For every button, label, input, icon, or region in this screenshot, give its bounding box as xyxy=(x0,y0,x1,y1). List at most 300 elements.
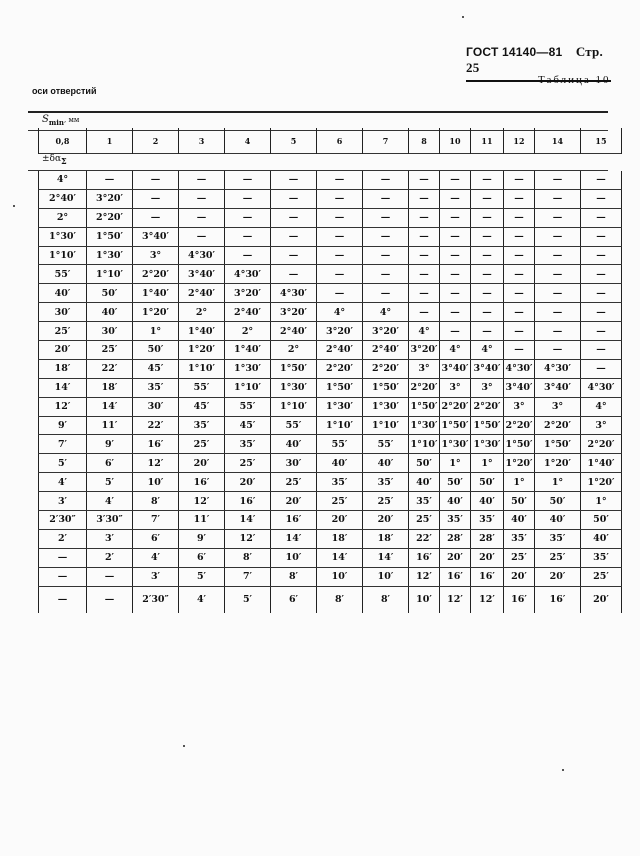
table-cell: 3°20′ xyxy=(87,189,133,208)
table-cell: 20′ xyxy=(317,511,363,530)
table-cell: 1°10′ xyxy=(271,397,317,416)
table-cell: 4°30′ xyxy=(535,359,581,378)
table-cell: 20′ xyxy=(271,492,317,511)
table-cell: — xyxy=(440,208,471,227)
table-cell: 7′ xyxy=(133,511,179,530)
table-cell: 40′ xyxy=(363,454,409,473)
column-header-table xyxy=(38,128,622,154)
table-cell: 1°50′ xyxy=(271,359,317,378)
table-cell: 1° xyxy=(535,473,581,492)
table-cell: 4′ xyxy=(39,473,87,492)
table-cell: 3° xyxy=(535,397,581,416)
table-cell: 50′ xyxy=(581,511,622,530)
table-cell: 1° xyxy=(504,473,535,492)
table-cell: 25′ xyxy=(581,567,622,586)
table-cell: — xyxy=(225,189,271,208)
table-cell: 6′ xyxy=(133,529,179,548)
table-cell: 40′ xyxy=(535,511,581,530)
table-cell: 5′ xyxy=(179,567,225,586)
table-cell: 9′ xyxy=(39,416,87,435)
table-cell: 4° xyxy=(39,171,87,189)
table-cell: 4° xyxy=(440,341,471,360)
table-cell: 20′ xyxy=(440,548,471,567)
table-cell: — xyxy=(225,227,271,246)
table-cell: — xyxy=(440,246,471,265)
standard-number: ГОСТ 14140—81 xyxy=(466,45,563,59)
table-cell: 1°50′ xyxy=(440,416,471,435)
table-cell: 2°20′ xyxy=(317,359,363,378)
table-cell: 3°40′ xyxy=(504,378,535,397)
table-cell: 12′ xyxy=(440,586,471,613)
table-cell: 40′ xyxy=(581,529,622,548)
table-cell: 16′ xyxy=(179,473,225,492)
table-cell: 14′ xyxy=(363,548,409,567)
table-cell: 2°20′ xyxy=(471,397,504,416)
table-cell: — xyxy=(471,208,504,227)
scan-speck xyxy=(183,745,185,747)
table-cell: 1°20′ xyxy=(504,454,535,473)
table-cell: — xyxy=(363,208,409,227)
table-cell: 35′ xyxy=(504,529,535,548)
table-cell: 12′ xyxy=(179,492,225,511)
table-cell: 3° xyxy=(440,378,471,397)
table-cell: 9′ xyxy=(179,529,225,548)
table-cell: 50′ xyxy=(133,341,179,360)
table-cell: — xyxy=(535,284,581,303)
table-cell: — xyxy=(317,246,363,265)
table-cell: 25′ xyxy=(409,511,440,530)
table-cell: 3′30″ xyxy=(87,511,133,530)
table-cell: — xyxy=(535,246,581,265)
table-cell: 40′ xyxy=(409,473,440,492)
table-cell: — xyxy=(581,208,622,227)
table-cell: — xyxy=(535,208,581,227)
table-cell: 35′ xyxy=(317,473,363,492)
table-cell: — xyxy=(271,171,317,189)
table-cell: 2′30″ xyxy=(39,511,87,530)
table-cell: 40′ xyxy=(504,511,535,530)
scan-speck xyxy=(462,16,464,18)
table-cell: 5′ xyxy=(225,586,271,613)
table-cell: 20′ xyxy=(39,341,87,360)
table-row xyxy=(39,189,622,208)
smin-label: $S_{min}$, мм xyxy=(42,114,80,127)
table-cell: 1°10′ xyxy=(87,265,133,284)
table-row xyxy=(39,397,622,416)
table-cell: 35′ xyxy=(471,511,504,530)
table-cell: — xyxy=(581,246,622,265)
table-cell: 8′ xyxy=(271,567,317,586)
table-cell: 8′ xyxy=(133,492,179,511)
table-row xyxy=(39,586,622,613)
table-cell: 3°20′ xyxy=(225,284,271,303)
table-cell: 11′ xyxy=(179,511,225,530)
table-row xyxy=(39,171,622,189)
table-row xyxy=(39,208,622,227)
table-cell: 1°50′ xyxy=(363,378,409,397)
table-cell: — xyxy=(440,171,471,189)
column-header-cell: 12 xyxy=(504,128,535,154)
column-header-cell: 15 xyxy=(581,128,622,154)
table-cell: — xyxy=(179,208,225,227)
table-cell: — xyxy=(535,227,581,246)
table-cell: 18′ xyxy=(87,378,133,397)
column-header-cell: 2 xyxy=(133,128,179,154)
table-cell: 8′ xyxy=(317,586,363,613)
table-cell: — xyxy=(317,265,363,284)
table-row xyxy=(39,284,622,303)
table-cell: 16′ xyxy=(440,567,471,586)
table-cell: — xyxy=(363,284,409,303)
column-header-row xyxy=(39,128,622,154)
table-cell: 2°40′ xyxy=(363,341,409,360)
table-cell: — xyxy=(179,171,225,189)
table-cell: — xyxy=(440,284,471,303)
table-cell: 35′ xyxy=(225,435,271,454)
column-header-cell: 4 xyxy=(225,128,271,154)
table-cell: — xyxy=(471,322,504,341)
table-cell: — xyxy=(504,246,535,265)
table-cell: — xyxy=(317,284,363,303)
table-cell: 20′ xyxy=(535,567,581,586)
table-row xyxy=(39,511,622,530)
page-number: Стр. 25 xyxy=(466,44,603,75)
table-cell: 18′ xyxy=(39,359,87,378)
table-cell: — xyxy=(317,227,363,246)
table-cell: 1°50′ xyxy=(409,397,440,416)
table-cell: 35′ xyxy=(363,473,409,492)
table-cell: 50′ xyxy=(440,473,471,492)
table-cell: — xyxy=(535,171,581,189)
table-cell: 55′ xyxy=(179,378,225,397)
table-cell: — xyxy=(409,189,440,208)
table-cell: 1°50′ xyxy=(471,416,504,435)
table-cell: — xyxy=(535,265,581,284)
table-cell: — xyxy=(87,171,133,189)
table-cell: 22′ xyxy=(87,359,133,378)
table-cell: — xyxy=(409,227,440,246)
table-cell: — xyxy=(581,265,622,284)
table-cell: 1°30′ xyxy=(87,246,133,265)
section-title: оси отверстий xyxy=(32,86,97,96)
table-cell: 4′ xyxy=(133,548,179,567)
table-cell: 4′ xyxy=(87,492,133,511)
table-cell: 1°40′ xyxy=(179,322,225,341)
table-cell: 3′ xyxy=(133,567,179,586)
table-cell: 1° xyxy=(471,454,504,473)
table-cell: — xyxy=(504,265,535,284)
table-cell: 4°30′ xyxy=(271,284,317,303)
table-cell: — xyxy=(409,284,440,303)
table-cell: 4° xyxy=(317,303,363,322)
column-header-cell: 1 xyxy=(87,128,133,154)
table-cell: 45′ xyxy=(179,397,225,416)
table-cell: 25′ xyxy=(317,492,363,511)
table-cell: 1°20′ xyxy=(133,303,179,322)
table-cell: 50′ xyxy=(471,473,504,492)
table-cell: — xyxy=(317,208,363,227)
table-cell: 16′ xyxy=(133,435,179,454)
table-cell: 20′ xyxy=(581,586,622,613)
table-cell: — xyxy=(581,284,622,303)
table-cell: — xyxy=(179,227,225,246)
table-cell: — xyxy=(271,189,317,208)
table-cell: 2°40′ xyxy=(39,189,87,208)
table-cell: 6′ xyxy=(271,586,317,613)
table-cell: — xyxy=(504,322,535,341)
table-cell: 2°40′ xyxy=(179,284,225,303)
table-cell: — xyxy=(504,189,535,208)
tolerance-table xyxy=(38,171,622,613)
table-cell: 50′ xyxy=(504,492,535,511)
table-cell: 55′ xyxy=(225,397,271,416)
table-cell: — xyxy=(271,265,317,284)
column-header-cell: 10 xyxy=(440,128,471,154)
table-row xyxy=(39,341,622,360)
table-cell: 4°30′ xyxy=(225,265,271,284)
table-label: Таблица 10 xyxy=(538,74,611,86)
table-cell: 18′ xyxy=(363,529,409,548)
table-cell: 12′ xyxy=(471,586,504,613)
table-row xyxy=(39,246,622,265)
table-cell: — xyxy=(225,246,271,265)
table-cell: 20′ xyxy=(504,567,535,586)
table-cell: 20′ xyxy=(225,473,271,492)
table-cell: 2°20′ xyxy=(504,416,535,435)
table-cell: 1°30′ xyxy=(225,359,271,378)
table-cell: — xyxy=(535,341,581,360)
column-header-cell: 5 xyxy=(271,128,317,154)
table-cell: 2°40′ xyxy=(225,303,271,322)
table-cell: 16′ xyxy=(409,548,440,567)
table-row xyxy=(39,492,622,511)
table-cell: 4′ xyxy=(179,586,225,613)
table-cell: 12′ xyxy=(133,454,179,473)
table-cell: 55′ xyxy=(363,435,409,454)
table-cell: 2° xyxy=(179,303,225,322)
table-cell: 25′ xyxy=(39,322,87,341)
table-cell: 3′ xyxy=(39,492,87,511)
table-cell: 25′ xyxy=(87,341,133,360)
table-cell: 3° xyxy=(409,359,440,378)
table-cell: 3°20′ xyxy=(271,303,317,322)
table-cell: — xyxy=(471,171,504,189)
table-cell: — xyxy=(179,189,225,208)
table-cell: — xyxy=(471,265,504,284)
table-cell: — xyxy=(409,246,440,265)
table-cell: — xyxy=(535,322,581,341)
table-cell: 1°10′ xyxy=(225,378,271,397)
table-cell: 22′ xyxy=(409,529,440,548)
table-cell: — xyxy=(581,227,622,246)
table-cell: 3°20′ xyxy=(363,322,409,341)
alpha-header-row xyxy=(28,154,608,171)
table-cell: 7′ xyxy=(225,567,271,586)
table-cell: 25′ xyxy=(363,492,409,511)
table-cell: 18′ xyxy=(317,529,363,548)
table-cell: 14′ xyxy=(271,529,317,548)
table-cell: 1°30′ xyxy=(271,378,317,397)
table-cell: 35′ xyxy=(133,378,179,397)
table-cell: 1° xyxy=(133,322,179,341)
scan-speck xyxy=(562,769,564,771)
table-cell: 4° xyxy=(363,303,409,322)
table-cell: 2° xyxy=(271,341,317,360)
table-cell: — xyxy=(271,246,317,265)
table-cell: 1°40′ xyxy=(225,341,271,360)
table-cell: — xyxy=(504,341,535,360)
table-cell: 1°10′ xyxy=(409,435,440,454)
table-row xyxy=(39,303,622,322)
table-cell: 22′ xyxy=(133,416,179,435)
table-cell: 40′ xyxy=(39,284,87,303)
table-cell: 9′ xyxy=(87,435,133,454)
table-cell: 3° xyxy=(133,246,179,265)
table-cell: 3°40′ xyxy=(133,227,179,246)
table-cell: 25′ xyxy=(179,435,225,454)
table-cell: 2° xyxy=(225,322,271,341)
table-cell: — xyxy=(317,171,363,189)
table-cell: 2°20′ xyxy=(133,265,179,284)
table-cell: 14′ xyxy=(39,378,87,397)
table-cell: 55′ xyxy=(317,435,363,454)
table-row xyxy=(39,567,622,586)
table-cell: — xyxy=(225,171,271,189)
table-cell: 50′ xyxy=(87,284,133,303)
table-cell: — xyxy=(440,322,471,341)
table-cell: 1°40′ xyxy=(133,284,179,303)
table-cell: — xyxy=(409,171,440,189)
table-cell: 2′ xyxy=(39,529,87,548)
table-cell: — xyxy=(363,265,409,284)
table-row xyxy=(39,548,622,567)
table-cell: 35′ xyxy=(535,529,581,548)
table-cell: — xyxy=(363,227,409,246)
table-cell: 10′ xyxy=(363,567,409,586)
table-cell: — xyxy=(471,284,504,303)
table-cell: 12′ xyxy=(39,397,87,416)
table-cell: 35′ xyxy=(409,492,440,511)
table-cell: 2°20′ xyxy=(409,378,440,397)
table-cell: 30′ xyxy=(87,322,133,341)
table-cell: — xyxy=(471,303,504,322)
table-cell: 25′ xyxy=(225,454,271,473)
table-cell: 35′ xyxy=(440,511,471,530)
table-cell: 2°20′ xyxy=(87,208,133,227)
table-cell: — xyxy=(133,171,179,189)
table-cell: 16′ xyxy=(535,586,581,613)
table-cell: 4° xyxy=(581,397,622,416)
table-cell: 1° xyxy=(581,492,622,511)
table-cell: 1°50′ xyxy=(317,378,363,397)
table-cell: 1°50′ xyxy=(504,435,535,454)
column-header-cell: 11 xyxy=(471,128,504,154)
table-cell: 10′ xyxy=(409,586,440,613)
table-cell: 30′ xyxy=(39,303,87,322)
table-cell: 3°40′ xyxy=(440,359,471,378)
table-cell: — xyxy=(535,189,581,208)
table-cell: 20′ xyxy=(471,548,504,567)
table-cell: 2° xyxy=(39,208,87,227)
table-cell: 14′ xyxy=(87,397,133,416)
table-cell: 30′ xyxy=(133,397,179,416)
table-cell: — xyxy=(133,208,179,227)
column-header-cell: 7 xyxy=(363,128,409,154)
table-cell: 2°20′ xyxy=(535,416,581,435)
table-cell: 25′ xyxy=(535,548,581,567)
table-cell: — xyxy=(440,189,471,208)
table-cell: 1°20′ xyxy=(535,454,581,473)
table-cell: 2°20′ xyxy=(581,435,622,454)
table-cell: 1°30′ xyxy=(317,397,363,416)
table-cell: 2°20′ xyxy=(440,397,471,416)
table-cell: — xyxy=(271,208,317,227)
table-cell: — xyxy=(504,227,535,246)
table-cell: 50′ xyxy=(409,454,440,473)
table-cell: 40′ xyxy=(440,492,471,511)
table-cell: 4°30′ xyxy=(179,246,225,265)
table-cell: 1°40′ xyxy=(581,454,622,473)
table-cell: — xyxy=(471,189,504,208)
table-cell: 20′ xyxy=(179,454,225,473)
scan-speck xyxy=(13,205,15,207)
table-row xyxy=(39,265,622,284)
table-cell: — xyxy=(225,208,271,227)
table-cell: 40′ xyxy=(87,303,133,322)
table-cell: 1°30′ xyxy=(409,416,440,435)
table-cell: 1°50′ xyxy=(535,435,581,454)
table-cell: 25′ xyxy=(504,548,535,567)
table-cell: 1°10′ xyxy=(363,416,409,435)
table-cell: 5′ xyxy=(39,454,87,473)
table-cell: 10′ xyxy=(271,548,317,567)
table-cell: 11′ xyxy=(87,416,133,435)
table-cell: 16′ xyxy=(225,492,271,511)
table-cell: 20′ xyxy=(363,511,409,530)
table-cell: 3° xyxy=(504,397,535,416)
table-cell: 8′ xyxy=(225,548,271,567)
table-cell: — xyxy=(504,303,535,322)
table-cell: 3° xyxy=(581,416,622,435)
table-cell: 1° xyxy=(440,454,471,473)
table-row xyxy=(39,435,622,454)
table-cell: 4°30′ xyxy=(504,359,535,378)
table-cell: — xyxy=(440,265,471,284)
table-cell: — xyxy=(471,246,504,265)
table-cell: 6′ xyxy=(179,548,225,567)
table-cell: 4°30′ xyxy=(581,378,622,397)
table-cell: 1°10′ xyxy=(179,359,225,378)
table-cell: 2°40′ xyxy=(271,322,317,341)
column-header-cell: 3 xyxy=(179,128,225,154)
table-cell: — xyxy=(471,227,504,246)
table-cell: 16′ xyxy=(504,586,535,613)
table-cell: 35′ xyxy=(581,548,622,567)
table-cell: 7′ xyxy=(39,435,87,454)
table-cell: 5′ xyxy=(87,473,133,492)
table-row xyxy=(39,529,622,548)
table-cell: 40′ xyxy=(471,492,504,511)
table-cell: — xyxy=(409,265,440,284)
table-cell: — xyxy=(581,359,622,378)
table-row xyxy=(39,322,622,341)
table-cell: 55′ xyxy=(39,265,87,284)
table-cell: 1°30′ xyxy=(363,397,409,416)
table-cell: 3°40′ xyxy=(471,359,504,378)
table-cell: 30′ xyxy=(271,454,317,473)
table-cell: 28′ xyxy=(440,529,471,548)
table-cell: — xyxy=(363,189,409,208)
